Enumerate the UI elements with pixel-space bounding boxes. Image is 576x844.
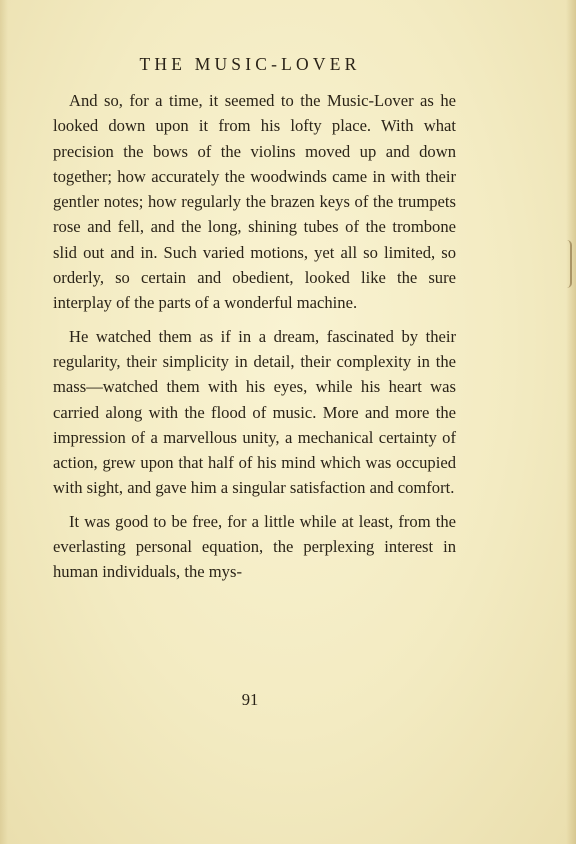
paragraph: He watched them as if in a dream, fascinated by their regularity, their simplicity in detail, their complexity in the mass—watched them with his eyes, while his heart was carried along with the flood of music. More and more the impression of a marvellous unity, a mechanical certainty of action, grew upon that half of his mind which was occupied with sight, and gave him a singular satisfaction and comfort.: [53, 326, 456, 498]
paragraph: It was good to be free, for a little while at least, from the everlasting personal equation, the perplexing interest in human individuals, the mys-: [53, 511, 456, 582]
page-number: 91: [241, 690, 259, 709]
running-head: THE MUSIC-LOVER: [139, 54, 361, 74]
page-edge-left: [0, 0, 8, 844]
body-text: [53, 88, 456, 585]
page-edge-right: [566, 0, 576, 844]
page-edge-mark: [567, 240, 572, 288]
paragraph: And so, for a time, it seemed to the Music-Lover as he looked down upon it from his lofty place. With what precision the bows of the violins moved up and down together; how accurately the woodwinds came in with their gentler notes; how regularly the brazen keys of the trumpets rose and fell, and the long, shining tubes of the trombone slid out and in. Such varied motions, yet all so limited, so orderly, so certain and obedient, looked like the sure interplay of the parts of a wonderful machine.: [53, 91, 456, 313]
